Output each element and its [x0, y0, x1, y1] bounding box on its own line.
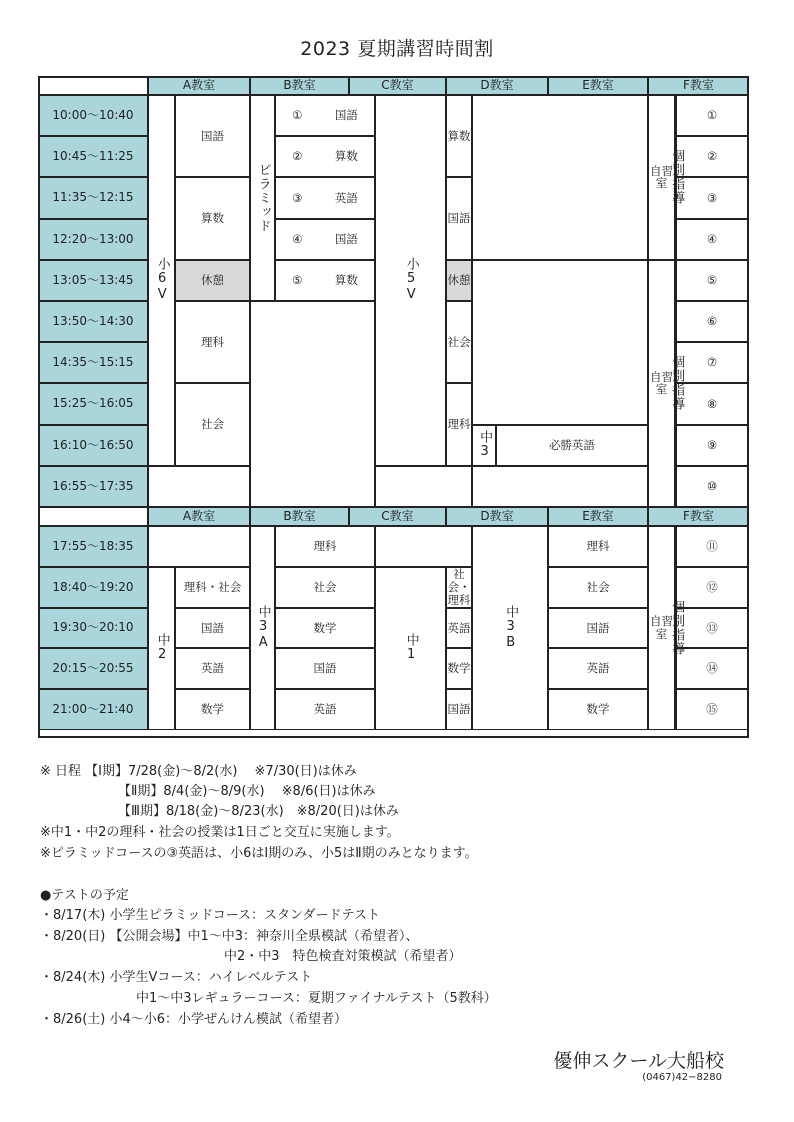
- time-slot: 21:00〜21:40: [38, 689, 148, 730]
- class-cell: 理科: [548, 526, 648, 567]
- class-cell: 社会・理科: [447, 567, 471, 607]
- school-name: 優伸スクール大船校: [553, 1050, 724, 1072]
- group-label-chu2: 中2: [148, 567, 175, 730]
- session-number: ⑦: [675, 342, 749, 383]
- session-number: ⑨: [675, 425, 749, 466]
- class-cell: 社会: [548, 567, 648, 608]
- pyramid-class-cell: [275, 136, 375, 177]
- time-slot: 13:50〜14:30: [38, 301, 148, 342]
- header-top-room-2: C教室: [349, 76, 446, 95]
- page-title: 2023 夏期講習時間割: [300, 38, 494, 60]
- header-bottom-room-5: F教室: [648, 507, 749, 526]
- class-subject: 算数: [334, 149, 358, 164]
- class-cell: 休憩: [175, 260, 250, 301]
- empty-cell: [472, 466, 648, 507]
- class-cell: 社会: [446, 301, 472, 383]
- time-slot: 10:00〜10:40: [38, 95, 148, 136]
- time-slot: 14:35〜15:15: [38, 342, 148, 383]
- class-cell: 数学: [548, 689, 648, 730]
- note-science-social: ※中1・中2の理科・社会の授業は1日ごと交互に実施します。: [40, 825, 400, 840]
- class-subject: 英語: [334, 190, 358, 205]
- group-label-chu3: 中3: [472, 425, 496, 466]
- class-cell: 国語: [175, 608, 250, 649]
- empty-cell: [375, 466, 472, 507]
- header-top-blank: [38, 76, 148, 95]
- class-cell: 国語: [446, 689, 472, 730]
- class-cell: 国語: [446, 177, 472, 259]
- empty-cell: [472, 260, 648, 425]
- group-label-pyramid: ピラミッド: [250, 95, 275, 301]
- header-top-room-5: F教室: [648, 76, 749, 95]
- study-room: 自習室: [648, 260, 675, 507]
- class-cell: 理科・社会: [175, 567, 250, 608]
- schedule-line-1: ※ 日程 【Ⅰ期】7/28(金)〜8/2(水) ※7/30(日)は休み: [40, 764, 357, 779]
- empty-cell: [148, 526, 250, 567]
- class-cell: 英語: [446, 608, 472, 649]
- time-slot: 18:40〜19:20: [38, 567, 148, 608]
- class-number: ②: [292, 149, 303, 164]
- class-cell: 算数: [446, 95, 472, 177]
- class-cell: 休憩: [446, 260, 472, 301]
- class-number: ⑤: [292, 273, 303, 288]
- header-bottom-room-2: C教室: [349, 507, 446, 526]
- session-number: ⑬: [675, 608, 749, 649]
- session-number: ④: [675, 219, 749, 260]
- class-number: ③: [292, 190, 303, 205]
- session-number: ②: [675, 136, 749, 177]
- session-number: ⑧: [675, 383, 749, 424]
- time-slot: 16:10〜16:50: [38, 425, 148, 466]
- individual-guidance-label: 個別指導: [675, 260, 677, 507]
- class-cell: 国語: [175, 95, 250, 177]
- class-number: ④: [292, 231, 303, 246]
- time-slot: 20:15〜20:55: [38, 648, 148, 689]
- session-number: ⑪: [675, 526, 749, 567]
- session-number: ⑤: [675, 260, 749, 301]
- pyramid-class-cell: [275, 177, 375, 218]
- session-number: ⑭: [675, 648, 749, 689]
- group-label-sho6v: 小6V: [148, 95, 175, 466]
- test-item-2-cont: 中2・中3 特色検査対策模試（希望者）: [224, 949, 462, 964]
- session-number: ⑥: [675, 301, 749, 342]
- group-label-chu1: 中1: [375, 567, 446, 730]
- empty-cell: [250, 301, 375, 507]
- header-top-room-1: B教室: [250, 76, 349, 95]
- class-cell: 数学: [275, 608, 375, 649]
- header-bottom-room-3: D教室: [446, 507, 548, 526]
- class-subject: 国語: [334, 108, 358, 123]
- pyramid-class-cell: [275, 219, 375, 260]
- individual-guidance-label: 個別指導: [675, 95, 677, 260]
- group-label-sho5v: 小5V: [375, 95, 446, 466]
- empty-cell: [148, 466, 250, 507]
- test-item-1: ・8/17(木) 小学生ピラミッドコース：スタンダードテスト: [40, 908, 380, 923]
- time-slot: 17:55〜18:35: [38, 526, 148, 567]
- class-cell: 理科: [446, 383, 472, 465]
- schedule-line-3: 【Ⅲ期】8/18(金)〜8/23(水) ※8/20(日)は休み: [118, 804, 399, 819]
- time-slot: 10:45〜11:25: [38, 136, 148, 177]
- header-bottom-room-4: E教室: [548, 507, 648, 526]
- class-cell: 必勝英語: [496, 425, 648, 466]
- class-cell: 理科: [275, 526, 375, 567]
- study-room: 自習室: [648, 95, 675, 260]
- header-top-room-3: D教室: [446, 76, 548, 95]
- class-cell: 数学: [446, 648, 472, 689]
- class-cell: 数学: [175, 689, 250, 730]
- class-cell: 国語: [548, 608, 648, 649]
- class-subject: 算数: [334, 273, 358, 288]
- class-cell: 英語: [275, 689, 375, 730]
- time-slot: 11:35〜12:15: [38, 177, 148, 218]
- group-label-chu3a: 中3A: [250, 526, 275, 730]
- schedule-line-2: 【Ⅱ期】8/4(金)〜8/9(水) ※8/6(日)は休み: [118, 784, 376, 799]
- empty-cell: [472, 95, 648, 260]
- study-room: 自習室: [648, 526, 675, 730]
- header-bottom-blank: [38, 507, 148, 526]
- class-subject: 国語: [334, 231, 358, 246]
- time-slot: 15:25〜16:05: [38, 383, 148, 424]
- pyramid-class-cell: [275, 260, 375, 301]
- class-cell: 社会: [175, 383, 250, 465]
- note-pyramid-english: ※ピラミッドコースの③英語は、小6はⅠ期のみ、小5はⅡ期のみとなります。: [40, 846, 478, 861]
- time-slot: 16:55〜17:35: [38, 466, 148, 507]
- session-number: ⑮: [675, 689, 749, 730]
- class-cell: 国語: [275, 648, 375, 689]
- individual-guidance-label: 個別指導: [675, 526, 677, 730]
- class-cell: 社会: [275, 567, 375, 608]
- class-cell: 英語: [175, 648, 250, 689]
- header-bottom-room-0: A教室: [148, 507, 250, 526]
- session-number: ①: [675, 95, 749, 136]
- class-cell: 英語: [548, 648, 648, 689]
- session-number: ⑫: [675, 567, 749, 608]
- test-item-4: ・8/26(土) 小4〜小6：小学ぜんけん模試（希望者）: [40, 1012, 348, 1027]
- tests-title: ●テストの予定: [40, 888, 129, 903]
- session-number: ③: [675, 177, 749, 218]
- class-number: ①: [292, 108, 303, 123]
- empty-cell: [375, 526, 472, 567]
- test-item-3-cont: 中1〜中3レギュラーコース：夏期ファイナルテスト（5教科）: [136, 991, 497, 1006]
- pyramid-class-cell: [275, 95, 375, 136]
- session-number: ⑩: [675, 466, 749, 507]
- class-cell: 理科: [175, 301, 250, 383]
- header-bottom-room-1: B教室: [250, 507, 349, 526]
- header-top-room-0: A教室: [148, 76, 250, 95]
- test-item-2: ・8/20(日) 【公開会場】中1〜中3：神奈川全県模試（希望者）、: [40, 929, 419, 944]
- time-slot: 13:05〜13:45: [38, 260, 148, 301]
- class-cell: 算数: [175, 177, 250, 259]
- group-label-chu3b: 中3B: [472, 526, 548, 730]
- test-item-3: ・8/24(木) 小学生Ⅴコース：ハイレベルテスト: [40, 970, 313, 985]
- time-slot: 19:30〜20:10: [38, 608, 148, 649]
- school-phone: (0467)42−8280: [642, 1072, 722, 1083]
- header-top-room-4: E教室: [548, 76, 648, 95]
- time-slot: 12:20〜13:00: [38, 219, 148, 260]
